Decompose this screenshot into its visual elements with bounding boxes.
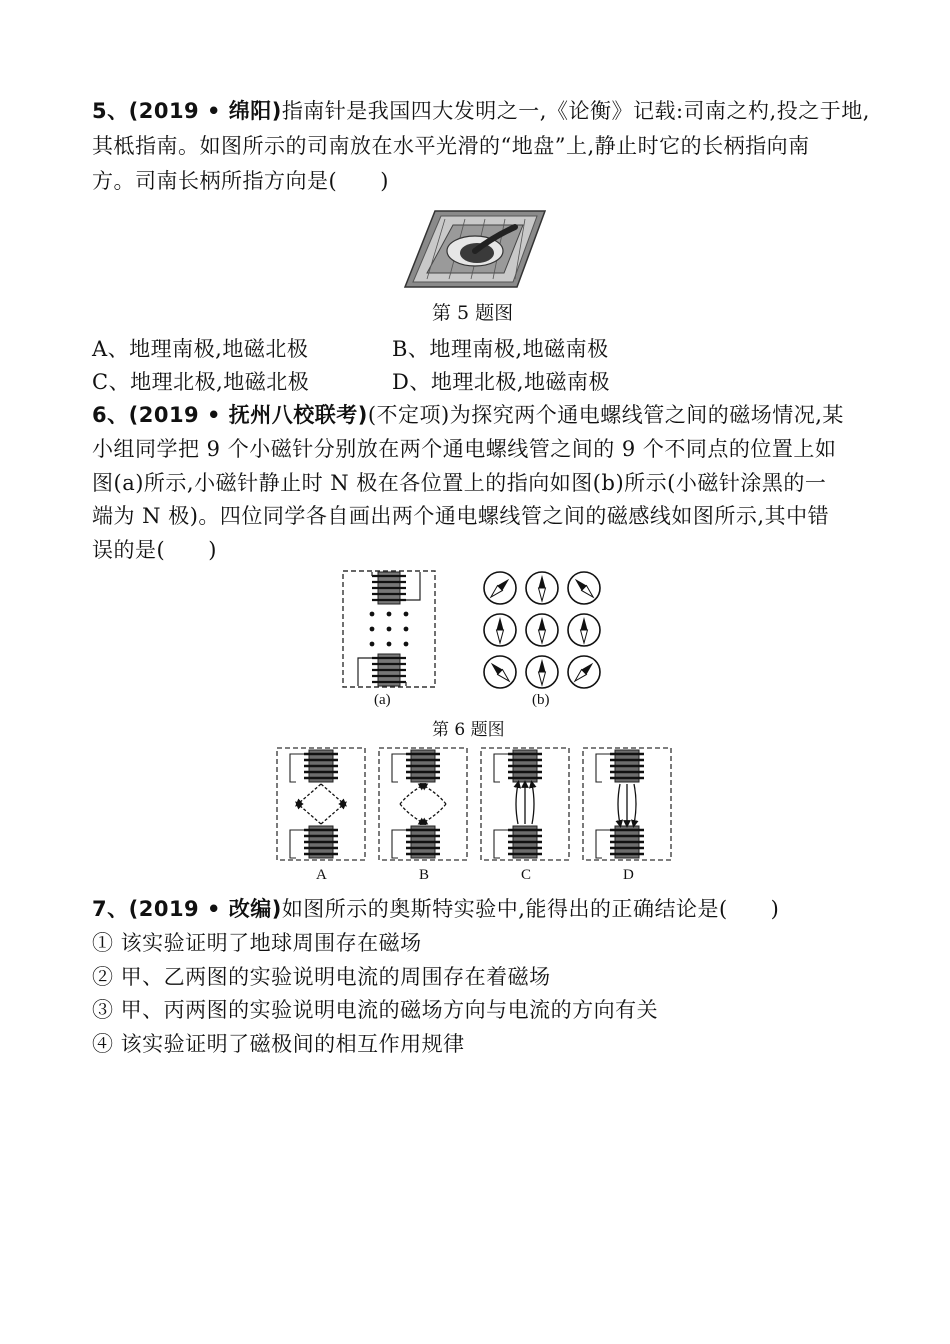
- q5-source: (2019 • 绵阳): [128, 99, 282, 123]
- q6-choice-figures: [276, 747, 676, 863]
- q6-text-3: 图(a)所示,小磁针静止时 N 极在各位置上的指向如图(b)所示(小磁针涂黑的一: [92, 471, 827, 495]
- q5-text-1: 指南针是我国四大发明之一,《论衡》记载:司南之杓,投之于地,: [281, 99, 870, 123]
- q5-caption: 第 5 题图: [432, 302, 514, 324]
- choice-d-figure: [583, 748, 671, 860]
- q5-option-c: C、地理北极,地磁北极: [92, 370, 310, 394]
- q6-source: (2019 • 抚州八校联考): [128, 403, 368, 427]
- q5-option-b: B、地理南极,地磁南极: [392, 337, 609, 361]
- q6-line1: [92, 399, 844, 429]
- figure-b-label: (b): [532, 692, 550, 708]
- q5-line1: [92, 95, 870, 125]
- q7-line1: [92, 893, 779, 923]
- choice-a-figure: [277, 748, 365, 860]
- q7-number: 7、: [92, 897, 129, 921]
- choice-b-figure: [379, 748, 467, 860]
- q7-text-1: 如图所示的奥斯特实验中,能得出的正确结论是( ): [281, 897, 780, 921]
- q6-text-5: 误的是( ): [92, 538, 217, 562]
- q6-text-2: 小组同学把 9 个小磁针分别放在两个通电螺线管之间的 9 个不同点的位置上如: [92, 437, 837, 461]
- q6-text-1: (不定项)为探究两个通电螺线管之间的磁场情况,某: [367, 403, 844, 427]
- q7-item-2: ② 甲、乙两图的实验说明电流的周围存在着磁场: [92, 965, 551, 989]
- figure-a-label: (a): [374, 692, 391, 708]
- q6-number: 6、: [92, 403, 129, 427]
- figure-a-solenoids: [342, 570, 436, 688]
- q7-item-4: ④ 该实验证明了磁极间的相互作用规律: [92, 1032, 465, 1056]
- q5-number: 5、: [92, 99, 129, 123]
- figure-b-compasses: [482, 570, 602, 690]
- q5-text-2: 其柢指南。如图所示的司南放在水平光滑的“地盘”上,静止时它的长柄指向南: [92, 134, 810, 158]
- choice-c-figure: [481, 748, 569, 860]
- bottom-coil: [358, 654, 406, 686]
- top-coil: [372, 572, 420, 604]
- q7-item-1: ① 该实验证明了地球周围存在磁场: [92, 931, 422, 955]
- q5-option-d: D、地理北极,地磁南极: [392, 370, 611, 394]
- q7-source: (2019 • 改编): [128, 897, 282, 921]
- choice-d-label: D: [623, 867, 634, 883]
- q6-text-4: 端为 N 极)。四位同学各自画出两个通电螺线管之间的磁感线如图所示,其中错: [92, 504, 830, 528]
- q5-option-a: A、地理南极,地磁北极: [92, 337, 309, 361]
- choice-b-label: B: [419, 867, 430, 883]
- sinan-compass-image: [405, 205, 545, 291]
- q7-item-3: ③ 甲、丙两图的实验说明电流的磁场方向与电流的方向有关: [92, 998, 659, 1022]
- q5-text-3: 方。司南长柄所指方向是( ): [92, 169, 389, 193]
- choice-a-label: A: [316, 867, 327, 883]
- q6-caption: 第 6 题图: [432, 720, 505, 740]
- choice-c-label: C: [521, 867, 532, 883]
